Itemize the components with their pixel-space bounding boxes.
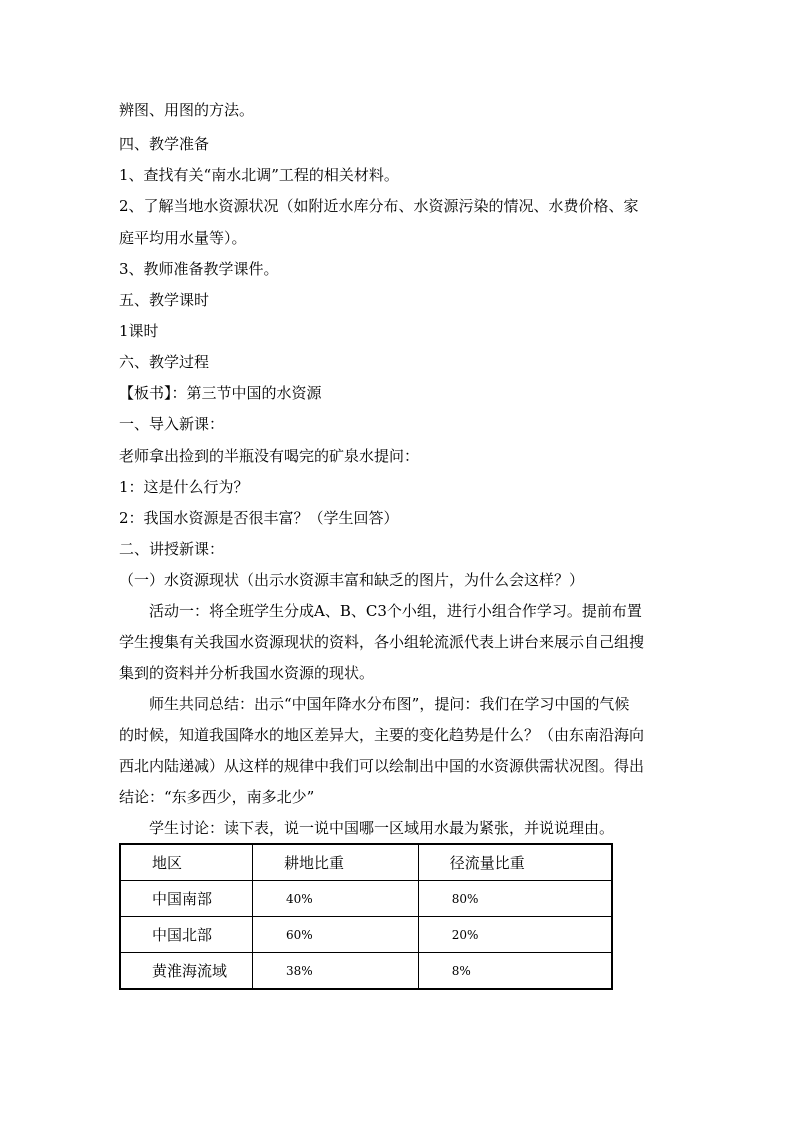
text-line: 2：我国水资源是否很丰富？（学生回答） bbox=[119, 509, 399, 527]
section-heading: 四、教学准备 bbox=[119, 135, 210, 153]
table-cell: 黄淮海流域 bbox=[120, 953, 253, 990]
table-header-row bbox=[120, 844, 612, 881]
table-row bbox=[120, 953, 612, 990]
text-line: 1课时 bbox=[119, 322, 159, 340]
table-cell: 80% bbox=[418, 881, 612, 917]
paragraph-line: 的时候，知道我国降水的地区差异大，主要的变化趋势是什么？（由东南沿海向 bbox=[119, 726, 645, 744]
section-heading: 二、讲授新课： bbox=[119, 540, 225, 558]
paragraph-line: 学生搜集有关我国水资源现状的资料，各小组轮流派代表上讲台来展示自己组搜 bbox=[119, 633, 645, 651]
text-line: 1：这是什么行为？ bbox=[119, 478, 249, 496]
table-cell: 8% bbox=[418, 953, 612, 990]
section-heading: 五、教学课时 bbox=[119, 291, 210, 309]
paragraph-line: 师生共同总结：出示“中国年降水分布图”，提问：我们在学习中国的气候 bbox=[149, 695, 630, 713]
table-row bbox=[120, 917, 612, 953]
header-cell-region: 地区 bbox=[120, 844, 253, 881]
table-cell: 中国北部 bbox=[120, 917, 253, 953]
text-line: 庭平均用水量等）。 bbox=[119, 229, 247, 247]
table-cell: 40% bbox=[253, 881, 419, 917]
table-row bbox=[120, 881, 612, 917]
section-heading: 一、导入新课： bbox=[119, 415, 225, 433]
table-cell: 38% bbox=[253, 953, 419, 990]
paragraph-line: 集到的资料并分析我国水资源的现状。 bbox=[119, 664, 375, 682]
section-heading: 六、教学过程 bbox=[119, 353, 210, 371]
text-line: 老师拿出捡到的半瓶没有喝完的矿泉水提问： bbox=[119, 447, 420, 465]
table-cell: 60% bbox=[253, 917, 419, 953]
subsection-heading: （一）水资源现状（出示水资源丰富和缺乏的图片，为什么会这样？） bbox=[119, 571, 585, 589]
text-line: 2、了解当地水资源状况（如附近水库分布、水资源污染的情况、水费价格、家 bbox=[119, 197, 639, 215]
text-line: 3、教师准备教学课件。 bbox=[119, 260, 279, 278]
table-cell: 20% bbox=[418, 917, 612, 953]
header-cell-runoff: 径流量比重 bbox=[418, 844, 612, 881]
table-cell: 中国南部 bbox=[120, 881, 253, 917]
header-cell-farmland: 耕地比重 bbox=[253, 844, 419, 881]
text-line: 1、查找有关“南水北调”工程的相关材料。 bbox=[119, 166, 399, 184]
paragraph-line: 西北内陆递减）从这样的规律中我们可以绘制出中国的水资源供需状况图。得出 bbox=[119, 757, 645, 775]
paragraph-line: 结论：“东多西少，南多北少” bbox=[119, 788, 315, 806]
water-resource-table bbox=[119, 843, 613, 990]
board-heading: 【板书】：第三节中国的水资源 bbox=[119, 384, 322, 402]
paragraph-line: 活动一：将全班学生分成A、B、C3个小组，进行小组合作学习。提前布置 bbox=[149, 602, 642, 620]
paragraph-line: 学生讨论：读下表，说一说中国哪一区域用水最为紧张，并说说理由。 bbox=[149, 819, 615, 837]
text-line: 辨图、用图的方法。 bbox=[119, 101, 255, 119]
